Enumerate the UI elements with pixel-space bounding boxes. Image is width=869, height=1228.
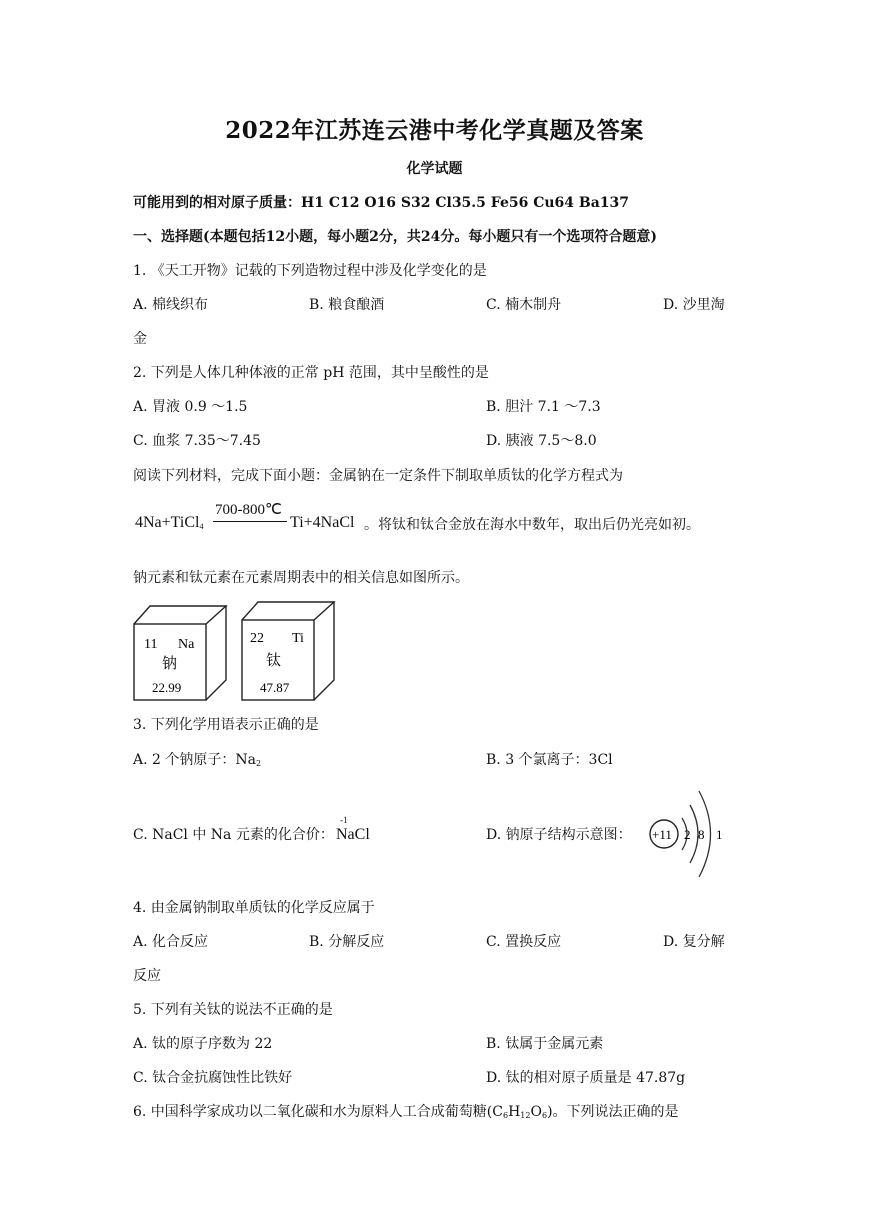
equation-reactants: 4Na+TiCl$_4$ [135, 514, 204, 531]
q3-option-a: A. 2 个钠原子：$Na_2$ [133, 752, 262, 768]
q1-stem: 1. 《天工开物》记载的下列造物过程中涉及化学变化的是 [133, 263, 487, 279]
section-heading: 一、选择题(本题包括12小题，每小题2分，共24分。每小题只有一个选项符合题意) [133, 229, 657, 245]
q4-option-a: A. 化合反应 [133, 934, 209, 950]
na-atomic-number: 11 [144, 637, 158, 652]
na-symbol: Na [178, 637, 195, 652]
sodium-atom-diagram [644, 781, 728, 891]
ti-symbol: Ti [292, 631, 304, 646]
q1-option-a: A. 棉线织布 [133, 297, 209, 313]
nucleus-charge: +11 [652, 827, 672, 842]
q3-charge: -1 [340, 815, 348, 825]
q5-option-b: B. 钛属于金属元素 [486, 1036, 604, 1052]
equation-tail-text: 。将钛和钛合金放在海水中数年，取出后仍光亮如初。 [364, 517, 700, 533]
q5-stem: 5. 下列有关钛的说法不正确的是 [133, 1002, 333, 1018]
q4-option-d: D. 复分解 [663, 934, 725, 950]
q2-option-d: D. 胰液 7.5～8.0 [486, 433, 597, 449]
q2-option-a: A. 胃液 0.9 ～1.5 [133, 399, 248, 415]
periodic-intro: 钠元素和钛元素在元素周期表中的相关信息如图所示。 [133, 570, 469, 586]
q5-option-d: D. 钛的相对原子质量是 47.87g [486, 1070, 686, 1086]
q3-option-c: C. NaCl 中 Na 元素的化合价： [133, 827, 334, 843]
na-atomic-mass: 22.99 [152, 680, 182, 695]
material-intro: 阅读下列材料，完成下面小题：金属钠在一定条件下制取单质钛的化学方程式为 [133, 468, 623, 484]
q1-option-d: D. 沙里淘 [663, 297, 725, 313]
q2-stem: 2. 下列是人体几种体液的正常 pH 范围，其中呈酸性的是 [133, 365, 489, 381]
atomic-masses: 可能用到的相对原子质量：H1 C12 O16 S32 Cl35.5 Fe56 Cu64 Ba137 [133, 195, 630, 211]
q4-option-c: C. 置换反应 [486, 934, 562, 950]
shell-2-electrons: 8 [698, 827, 705, 842]
ti-atomic-number: 22 [250, 631, 264, 646]
q4-option-d-continued: 反应 [133, 968, 161, 984]
periodic-table-figure [128, 598, 344, 704]
ti-atomic-mass: 47.87 [260, 680, 290, 695]
q2-option-b: B. 胆汁 7.1 ～7.3 [486, 399, 601, 415]
q3-formula: NaCl [336, 826, 370, 843]
q5-option-c: C. 钛合金抗腐蚀性比铁好 [133, 1070, 293, 1086]
shell-1-electrons: 2 [684, 827, 691, 842]
q3-stem: 3. 下列化学用语表示正确的是 [133, 717, 319, 733]
equation-products: Ti+4NaCl [290, 514, 355, 531]
ti-name: 钛 [266, 651, 282, 669]
q4-option-b: B. 分解反应 [309, 934, 385, 950]
q6-stem: 6. 中国科学家成功以二氧化碳和水为原料人工合成葡萄糖$(C_6H_{12}O_6)$。下列说法正确的是 [133, 1104, 679, 1120]
page-subtitle: 化学试题 [406, 161, 463, 177]
equation-arrow-line [213, 521, 287, 522]
page-title: 2022年江苏连云港中考化学真题及答案 [225, 117, 644, 144]
na-name: 钠 [162, 654, 178, 672]
shell-3-electrons: 1 [716, 827, 723, 842]
equation-condition: 700-800℃ [215, 502, 282, 518]
q4-stem: 4. 由金属钠制取单质钛的化学反应属于 [133, 900, 375, 916]
q1-option-d-continued: 金 [133, 331, 147, 347]
q5-option-a: A. 钛的原子序数为 22 [133, 1036, 273, 1052]
q3-option-b: B. 3 个氯离子：3Cl [486, 752, 613, 768]
q2-option-c: C. 血浆 7.35～7.45 [133, 433, 261, 449]
q3-option-d: D. 钠原子结构示意图： [486, 827, 632, 843]
q1-option-c: C. 楠木制舟 [486, 297, 562, 313]
electron-shell-2 [690, 805, 698, 863]
q1-option-b: B. 粮食酿酒 [309, 297, 385, 313]
